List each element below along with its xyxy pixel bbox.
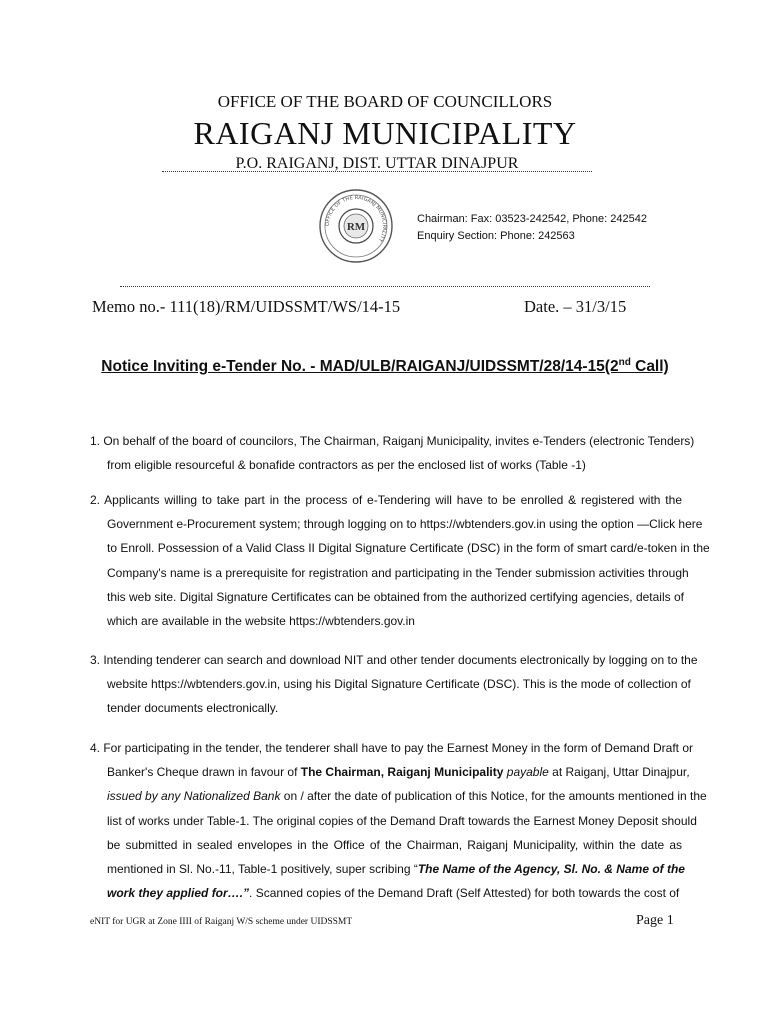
footer-note: eNIT for UGR at Zone IIII of Raiganj W/S scheme under UIDSSMT (90, 917, 353, 927)
office-heading: OFFICE OF THE BOARD OF COUNCILLORS (217, 92, 553, 111)
memo-dotted-divider (120, 286, 650, 287)
paragraph-1 (90, 429, 695, 477)
municipality-seal (318, 188, 394, 264)
seal-monogram: RM (346, 221, 366, 233)
seal-ring-text: OFFICE OF THE RAIGANJ MUNICIPALITY (324, 194, 388, 243)
paragraph-4-line: be submitted in sealed envelopes in the Office of the Chairman, Raiganj Municipality, within the date as (107, 837, 682, 852)
paragraph-4 (90, 736, 707, 905)
notice-title: Notice Inviting e-Tender No. - MAD/ULB/RAIGANJ/UIDSSMT/28/14-15(2nd Call) (101, 357, 669, 376)
paragraph-4-line: issued by any Nationalized Bank on / after the date of publication of this Notice, for the amounts mentioned in the (107, 789, 707, 804)
paragraph-3-line: 3. Intending tenderer can search and download NIT and other tender documents electronically by logging on to the (90, 653, 698, 667)
paragraph-1-line: from eligible resourceful & bonafide contractors as per the enclosed list of works (Table -1) (107, 458, 586, 473)
paragraph-4-line: mentioned in Sl. No.-11, Table-1 positively, super scribing “The Name of the Agency, Sl. No. & Name of the (107, 862, 685, 877)
enquiry-contact: Enquiry Section: Phone: 242563 (417, 230, 575, 242)
payee-name: The Chairman, Raiganj Municipality (300, 765, 504, 780)
memo-date: Date. – 31/3/15 (524, 297, 627, 316)
paragraph-2-line: Government e-Procurement system; through logging on to https://wbtenders.gov.in using the option ―Click here (107, 517, 703, 532)
contact-block (417, 211, 647, 245)
superscription-text: The Name of the Agency, Sl. No. & Name of the (417, 862, 685, 877)
paragraph-4-line: Banker's Cheque drawn in favour of The Chairman, Raiganj Municipality payable at Raiganj, Uttar Dinajpur, (107, 765, 691, 780)
paragraph-2-line: to Enroll. Possession of a Valid Class II Digital Signature Certificate (DSC) in the form of smart card/e-token in the (107, 541, 710, 556)
postal-address: P.O. RAIGANJ, DIST. UTTAR DINAJPUR (235, 155, 519, 172)
paragraph-4-line: 4. For participating in the tender, the tenderer shall have to pay the Earnest Money in the form of Demand Draft or (90, 741, 693, 755)
paragraph-1-line: 1. On behalf of the board of councilors, The Chairman, Raiganj Municipality, invites e-Tenders (electronic Tenders) (90, 434, 695, 448)
chairman-contact: Chairman: Fax: 03523-242542, Phone: 242542 (417, 213, 647, 225)
paragraph-4-line: work they applied for….”. Scanned copies of the Demand Draft (Self Attested) for both towards the cost of (107, 886, 680, 901)
paragraph-2 (90, 488, 710, 633)
paragraph-2-line: 2. Applicants willing to take part in the process of e-Tendering will have to be enrolled & registered with the (90, 493, 682, 507)
paragraph-2-line: Company's name is a prerequisite for registration and participating in the Tender submission activities through (107, 565, 689, 580)
superscript-nd: nd (618, 357, 631, 368)
paragraph-2-line: this web site. Digital Signature Certificates can be obtained from the authorized certifying agencies, details of (107, 589, 684, 604)
address-dotted-divider (162, 171, 592, 172)
paragraph-3-line: website https://wbtenders.gov.in, using his Digital Signature Certificate (DSC). This is the mode of collection of (107, 677, 691, 692)
paragraph-4-line: list of works under Table-1. The original copies of the Demand Draft towards the Earnest Money Deposit should (107, 813, 697, 828)
paragraph-3-line: tender documents electronically. (107, 701, 279, 716)
memo-number: Memo no.- 111(18)/RM/UIDSSMT/WS/14-15 (92, 297, 401, 316)
paragraph-3 (90, 648, 698, 721)
paragraph-2-line: which are available in the website https://wbtenders.gov.in (107, 614, 415, 629)
page-number: Page 1 (636, 913, 674, 928)
municipality-title: RAIGANJ MUNICIPALITY (193, 115, 577, 151)
